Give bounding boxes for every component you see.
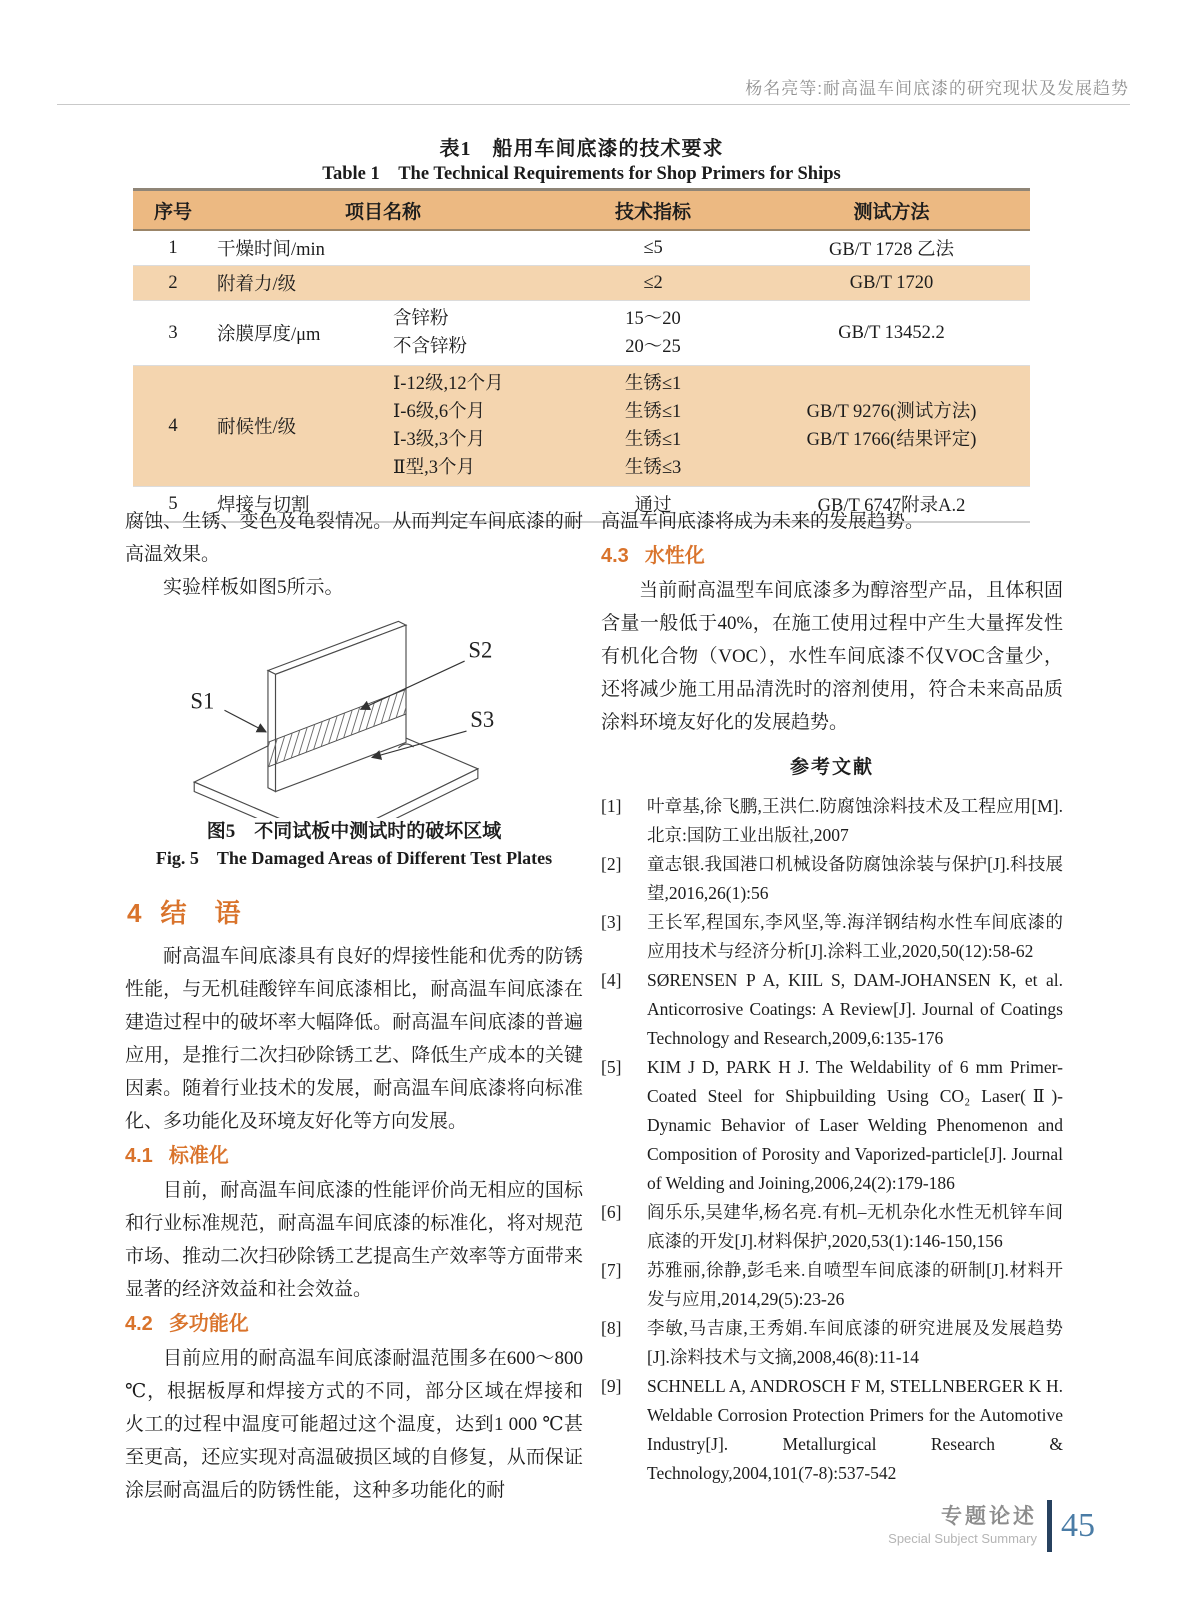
reference-text: 李敏,马吉康,王秀娟.车间底漆的研究进展及发展趋势[J].涂料技术与文摘,2008,46(8):11-14 [647, 1318, 1063, 1367]
paragraph: 实验样板如图5所示。 [163, 577, 344, 598]
subitem-label: Ⅰ-12级,12个月 [393, 374, 504, 394]
reference-item [601, 850, 1063, 908]
reference-text: SCHNELL A, ANDROSCH F M, STELLNBERGER K H. Weldable Corrosion Protection Primers for the Automotive Industry[J]. Metallurgical Research & Technology,2004,101(7-8):537-542 [647, 1376, 1063, 1483]
reference-item [601, 792, 1063, 850]
cell-no: 4 [168, 415, 178, 436]
cell-method [753, 366, 1030, 487]
reference-text: 苏雅丽,徐静,彭毛来.自喷型车间底漆的研制[J].材料开发与应用,2014,29(5):23-26 [647, 1260, 1063, 1309]
section-number: 4.2 [125, 1313, 153, 1335]
cell-item: 附着力/级 [217, 275, 297, 295]
reference-id: [8] [601, 1318, 622, 1338]
header-no: 序号 [153, 201, 192, 223]
reference-item [601, 1256, 1063, 1314]
subitem-label: Ⅱ型,3个月 [393, 458, 475, 478]
table-title-en: Table 1 The Technical Requirements for Shop Primers for Ships [322, 164, 841, 184]
reference-id: [6] [601, 1202, 622, 1222]
table-row [133, 301, 1030, 366]
header-spec: 技术指标 [615, 201, 692, 223]
section-title: 多功能化 [168, 1313, 249, 1335]
reference-text: SØRENSEN P A, KIIL S, DAM-JOHANSEN K, et al. Anticorrosive Coatings: A Review[J]. Journal of Coatings Technology and Research,2009,6:135-176 [647, 970, 1063, 1048]
table-row [133, 230, 1030, 266]
section-heading-4-3 [601, 541, 1063, 571]
reference-id: [4] [601, 970, 622, 990]
section-number: 4.1 [125, 1145, 153, 1167]
section-title: 水性化 [644, 545, 705, 567]
running-head: 杨名亮等:耐高温车间底漆的研究现状及发展趋势 [745, 79, 1129, 98]
test-plate-diagram [125, 610, 583, 818]
paragraph: 目前，耐高温车间底漆的性能评价尚无相应的国标和行业标准规范，耐高温车间底漆的标准化，将对规范市场、推动二次扫砂除锈工艺提高生产效率等方面带来显著的经济效益和社会效益。 [125, 1180, 583, 1300]
paragraph: 当前耐高温型车间底漆多为醇溶型产品，且体积固含量一般低于40%，在施工使用过程中产生大量挥发性有机化合物（VOC），水性车间底漆不仅VOC含量少，还将减少施工用品清洗时的溶剂使用，符合未来高品质涂料环境友好化的发展趋势。 [601, 580, 1063, 733]
cell-subitems [389, 366, 553, 487]
reference-id: [3] [601, 912, 622, 932]
header-item: 项目名称 [345, 201, 422, 223]
section-heading-4-1 [125, 1141, 583, 1171]
cell-method: GB/T 1720 [849, 272, 934, 293]
reference-item [601, 1198, 1063, 1256]
spec-table [133, 188, 1030, 523]
right-column [601, 505, 1063, 1488]
paragraph: 耐高温车间底漆具有良好的焊接性能和优秀的防锈性能，与无机硅酸锌车间底漆相比，耐高温车间底漆在建造过程中的破坏率大幅降低。耐高温车间底漆的普遍应用，是推行二次扫砂除锈工艺、降低生产成本的关键因素。随着行业技术的发展，耐高温车间底漆将向标准化、多功能化及环境友好化等方向发展。 [125, 946, 583, 1132]
table-row [133, 366, 1030, 487]
reference-id: [1] [601, 796, 622, 816]
cell-subspecs [553, 301, 753, 366]
footer-section-cn: 专题论述 [941, 1505, 1037, 1528]
footer-divider-bar [1047, 1500, 1052, 1552]
method-line: GB/T 1766(结果评定) [806, 430, 977, 450]
reference-id: [5] [601, 1057, 622, 1077]
cell-item: 涂膜厚度/μm [217, 325, 321, 345]
subitem-label: Ⅰ-3级,3个月 [393, 430, 486, 450]
figure-caption-en: Fig. 5 The Damaged Areas of Different Test Plates [155, 848, 553, 868]
reference-item [601, 1372, 1063, 1488]
reference-text: 阎乐乐,吴建华,杨名亮.有机–无机杂化水性无机锌车间底漆的开发[J].材料保护,2020,53(1):146-150,156 [647, 1202, 1063, 1251]
method-line: GB/T 9276(测试方法) [806, 402, 977, 422]
cell-item: 耐候性/级 [217, 418, 297, 438]
figure-caption-cn: 图5 不同试板中测试时的破坏区域 [206, 821, 502, 842]
cell-method: GB/T 13452.2 [838, 322, 945, 343]
figure-5 [125, 610, 583, 872]
subitem-label: Ⅰ-6级,6个月 [393, 402, 486, 422]
header-rule [57, 104, 1130, 105]
figure-label-s3: S3 [470, 707, 495, 733]
reference-id: [9] [601, 1376, 622, 1396]
section-number: 4.3 [601, 545, 629, 567]
cell-spec: 通过 [634, 496, 672, 516]
cell-item: 干燥时间/min [217, 240, 325, 260]
page-footer [888, 1500, 1095, 1552]
subitem-label: 含锌粉 [393, 309, 449, 329]
header-method: 测试方法 [853, 201, 930, 223]
reference-id: [7] [601, 1260, 622, 1280]
paragraph: 目前应用的耐高温车间底漆耐温范围多在600～800 ℃，根据板厚和焊接方式的不同，部分区域在焊接和火工的过程中温度可能超过这个温度，达到1 000 ℃甚至更高，还应实现对高温破损区域的自修复，从而保证涂层耐高温后的防锈性能，这种多功能化的耐 [125, 1348, 583, 1501]
subitem-spec: 20～25 [625, 337, 681, 357]
reference-text: 童志银.我国港口机械设备防腐蚀涂装与保护[J].科技展望,2016,26(1):56 [647, 854, 1063, 903]
subitem-label: 不含锌粉 [393, 337, 468, 357]
reference-item [601, 908, 1063, 966]
cell-no: 1 [168, 237, 178, 258]
reference-id: [2] [601, 854, 622, 874]
references-title: 参考文献 [789, 757, 874, 778]
cell-item: 焊接与切割 [217, 496, 310, 516]
section-title: 结 语 [160, 898, 242, 928]
footer-section-en: Special Subject Summary [888, 1531, 1037, 1546]
cell-method: GB/T 1728 乙法 [828, 240, 955, 260]
table-title-cn: 表1 船用车间底漆的技术要求 [439, 138, 724, 160]
section-heading-4 [127, 896, 583, 930]
paragraph: 高温车间底漆将成为未来的发展趋势。 [601, 511, 925, 532]
cell-no: 2 [168, 272, 178, 293]
section-heading-4-2 [125, 1309, 583, 1339]
table-row [133, 266, 1030, 301]
subitem-spec: 生锈≤1 [624, 374, 682, 394]
subitem-spec: 生锈≤3 [624, 458, 682, 478]
page-number: 45 [1061, 1507, 1095, 1544]
reference-text: KIM J D, PARK H J. The Weldability of 6 mm Primer-Coated Steel for Shipbuilding Using CO₂ Laser(Ⅱ)-Dynamic Behavior of Laser Welding Phenomenon and Composition of Porosity and Vaporized-particle[J]. Journal of Welding and Joining,2006,24(2):179-186 [647, 1057, 1063, 1193]
section-number: 4 [127, 898, 143, 928]
figure-label-s1: S1 [190, 688, 215, 714]
subitem-spec: 15～20 [625, 309, 681, 329]
cell-subitems [389, 301, 553, 366]
subitem-spec: 生锈≤1 [624, 402, 682, 422]
cell-spec: ≤2 [643, 272, 663, 293]
cell-no: 5 [168, 493, 178, 514]
left-column [125, 505, 583, 1507]
section-title: 标准化 [168, 1145, 229, 1167]
reference-text: 叶章基,徐飞鹏,王洪仁.防腐蚀涂料技术及工程应用[M].北京:国防工业出版社,2007 [647, 796, 1063, 845]
cell-method: GB/T 6747附录A.2 [817, 496, 966, 516]
footer-section [888, 1504, 1037, 1548]
reference-text: 王长军,程国东,李风坚,等.海洋钢结构水性车间底漆的应用技术与经济分析[J].涂料工业,2020,50(12):58-62 [647, 912, 1063, 961]
paragraph: 腐蚀、生锈、变色及龟裂情况。从而判定车间底漆的耐高温效果。 [125, 511, 583, 565]
figure-label-s2: S2 [468, 637, 493, 663]
reference-item [601, 966, 1063, 1053]
reference-item [601, 1053, 1063, 1198]
reference-item [601, 1314, 1063, 1372]
cell-no: 3 [168, 322, 178, 343]
table-header-row [133, 190, 1030, 231]
cell-subspecs [553, 366, 753, 487]
subitem-spec: 生锈≤1 [624, 430, 682, 450]
cell-spec: ≤5 [643, 237, 663, 258]
